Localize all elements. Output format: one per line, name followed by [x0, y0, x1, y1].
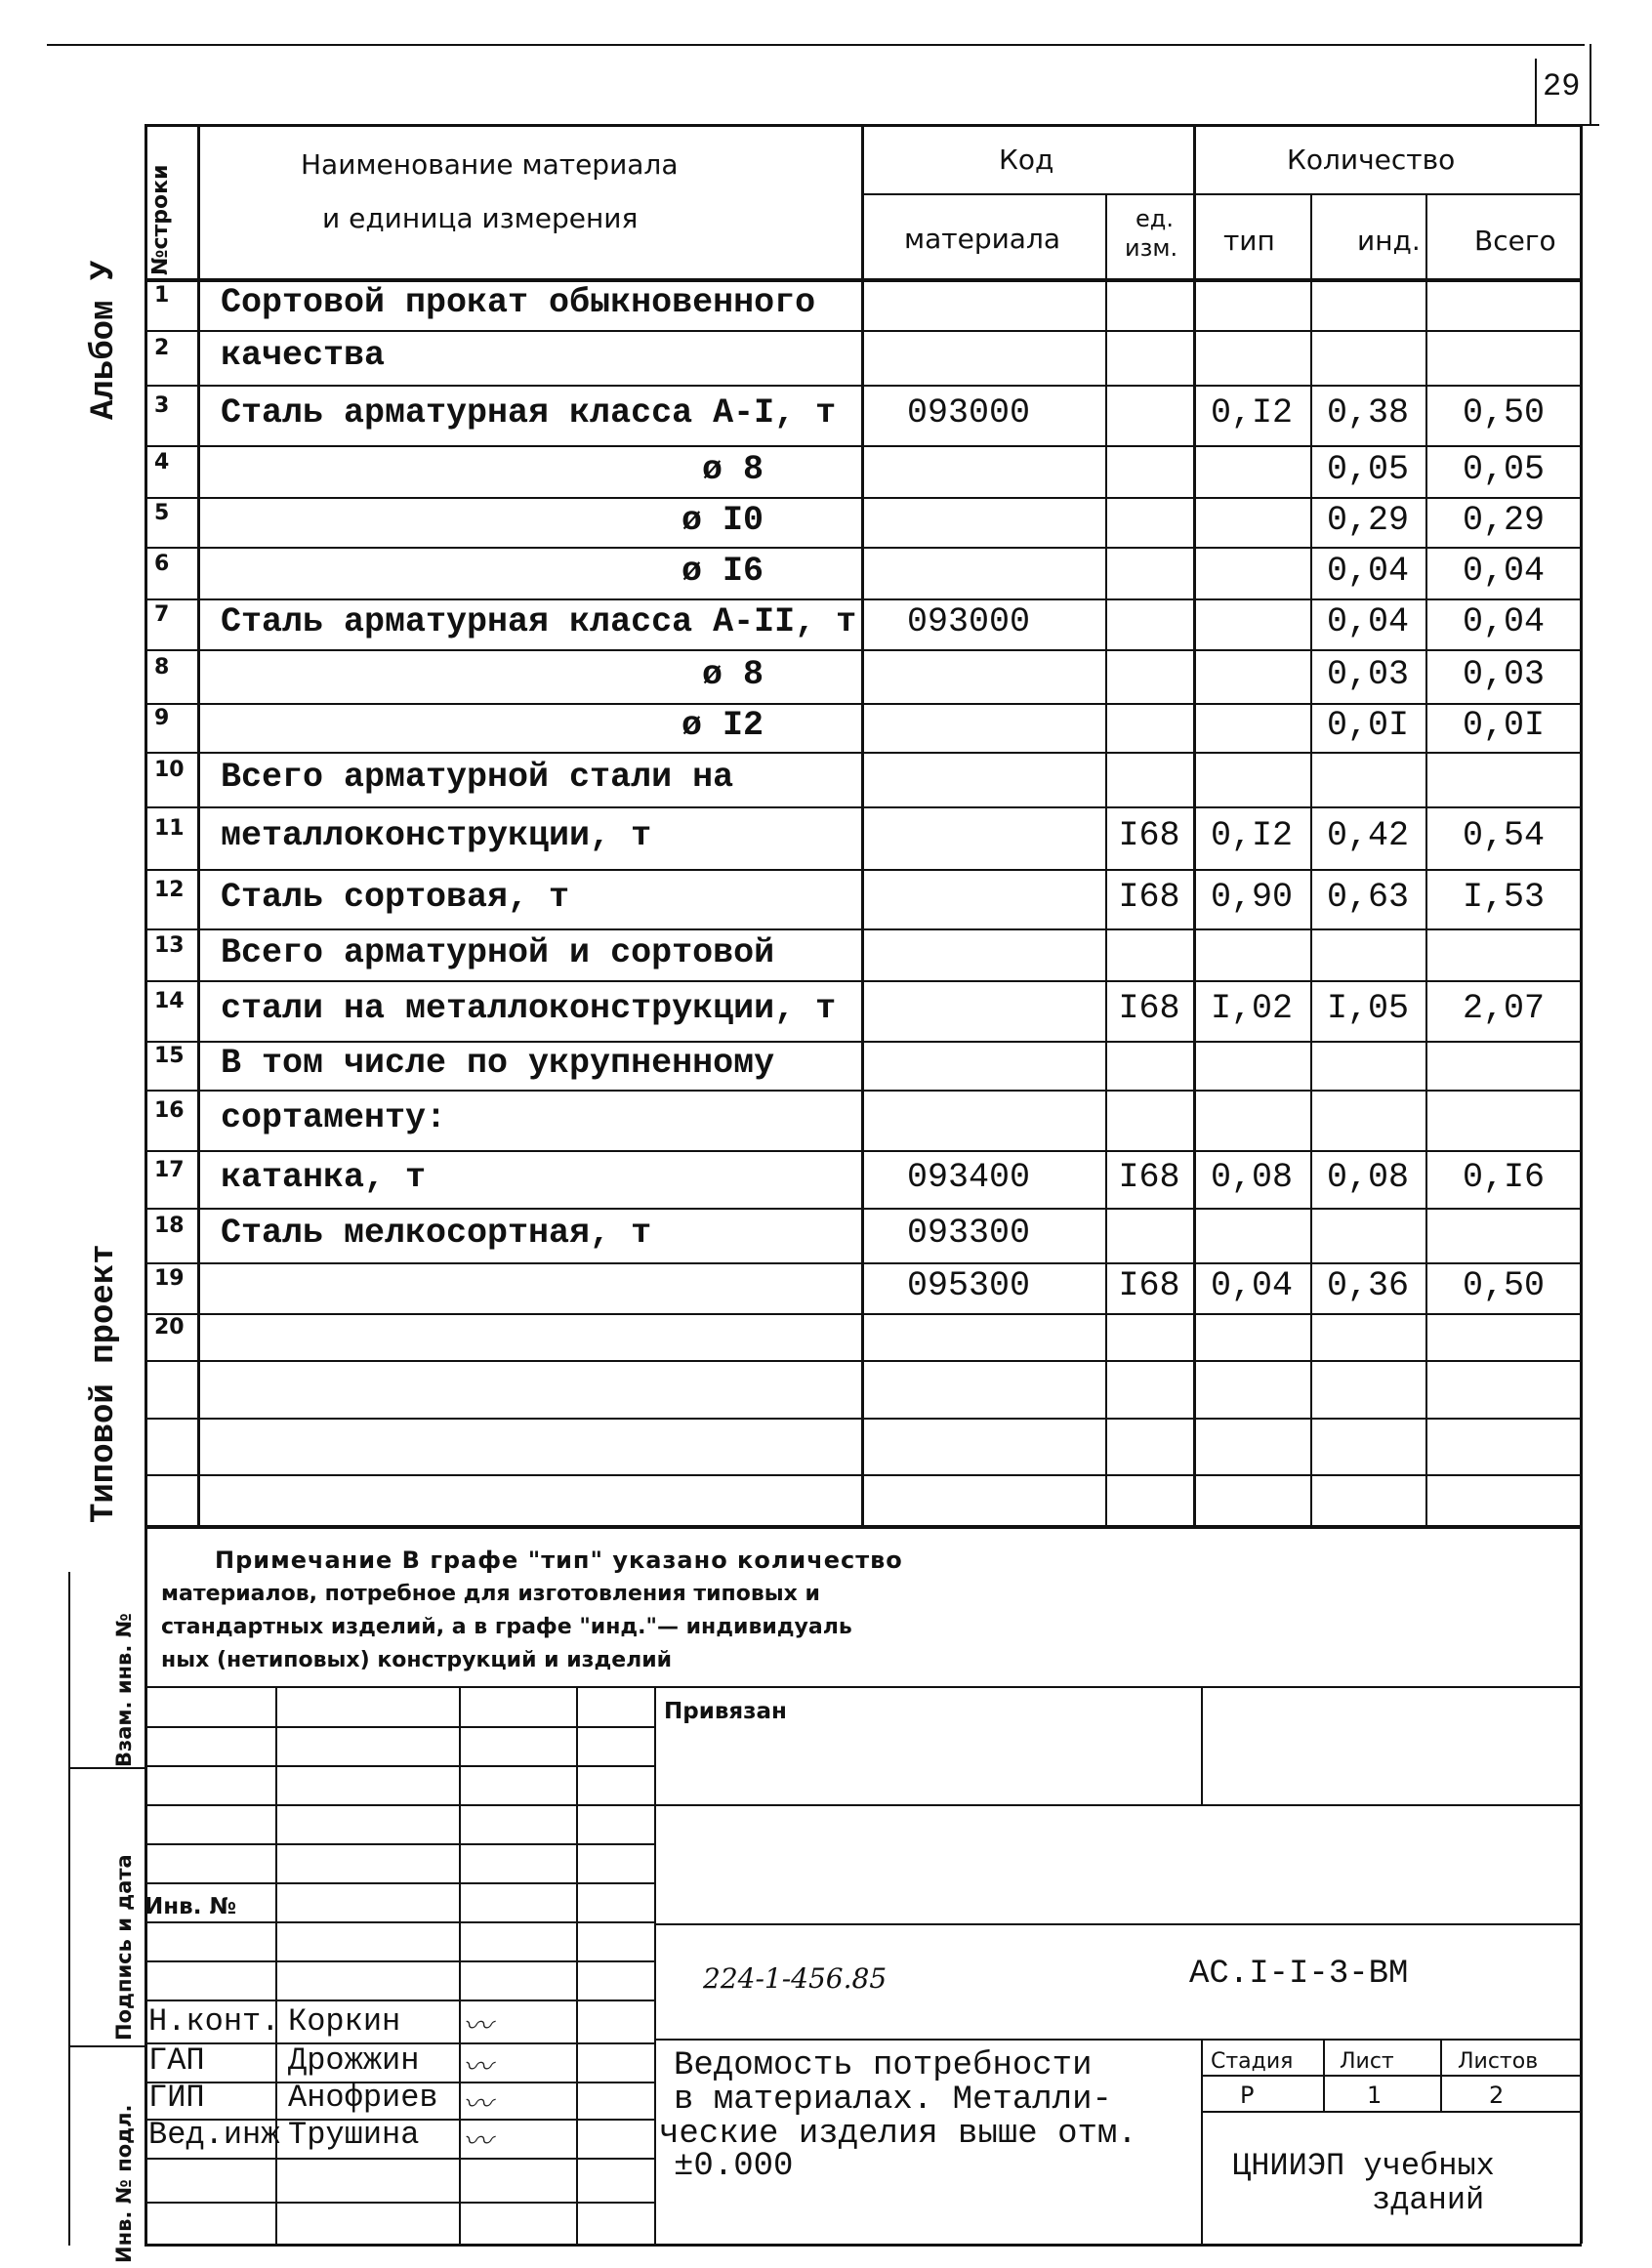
stamp-org-line2: зданий [1372, 2182, 1485, 2218]
row-name: Всего арматурной стали на [221, 758, 734, 797]
header-unit-line2: изм. [1125, 234, 1178, 262]
row-ind: 0,29 [1326, 500, 1409, 540]
binding-strip-line [68, 1572, 70, 2246]
binding-strip-sep [68, 1767, 145, 1769]
header-total: Всего [1474, 225, 1556, 257]
header-unit-line1: ед. [1136, 205, 1174, 232]
row-ind: 0,08 [1326, 1157, 1409, 1197]
row-line [145, 1262, 1582, 1264]
row-name: ø I0 [681, 500, 764, 540]
header-name-line1: Наименование материала [301, 148, 679, 181]
stamp-grid-line [654, 1804, 1582, 1806]
row-line [145, 330, 1582, 332]
row-unit: I68 [1118, 989, 1180, 1028]
stamp-grid-line [654, 2039, 1582, 2041]
row-name: стали на металлоконструкции, т [221, 989, 837, 1028]
row-code: 093000 [906, 602, 1031, 641]
inv-podl-label: Инв. № подл. [112, 2104, 136, 2263]
row-line [145, 1313, 1582, 1315]
row-code: 093300 [906, 1214, 1031, 1253]
row-name: сортаменту: [221, 1098, 447, 1137]
row-code: 093400 [906, 1157, 1031, 1197]
row-ind: I,05 [1326, 989, 1409, 1028]
row-number: 15 [154, 1044, 185, 1068]
row-number: 16 [154, 1098, 185, 1123]
row-number: 14 [154, 989, 185, 1013]
stamp-role: Н.конт. [148, 2003, 280, 2040]
row-number: 4 [154, 449, 170, 474]
row-line [145, 598, 1582, 600]
stamp-title-line2: в материалах. Металли- [674, 2082, 1112, 2119]
row-unit: I68 [1118, 1266, 1180, 1305]
row-line [145, 1474, 1582, 1476]
row-total: 0,04 [1462, 602, 1545, 641]
stamp-grid-line [1201, 2111, 1582, 2113]
row-number: 6 [154, 551, 170, 576]
row-line [145, 980, 1582, 982]
stamp-title-line1: Ведомость потребности [674, 2047, 1093, 2084]
row-typ: 0,04 [1210, 1266, 1293, 1305]
row-number: 1 [154, 282, 170, 308]
page-number-box-right [1590, 44, 1591, 126]
row-line [145, 497, 1582, 499]
stamp-grid-line [1440, 2039, 1442, 2111]
row-total: 0,05 [1462, 449, 1545, 489]
page-number: 29 [1543, 68, 1581, 104]
stamp-role: ГАП [148, 2042, 205, 2079]
row-total: 0,50 [1462, 1266, 1545, 1305]
row-line [145, 1090, 1582, 1092]
stamp-role: Вед.инж [148, 2117, 280, 2153]
signature-anofriev: 〰 [463, 2087, 492, 2122]
header-subline [861, 193, 1582, 195]
row-total: 0,03 [1462, 654, 1545, 694]
row-name: Сталь арматурная класса А-II, т [221, 602, 857, 641]
header-typ: тип [1223, 225, 1275, 257]
stamp-grid-line [654, 1923, 1582, 1925]
row-number: 9 [154, 706, 170, 730]
stamp-person-name: Дрожжин [288, 2042, 420, 2079]
row-ind: 0,03 [1326, 654, 1409, 694]
stamp-grid-line [145, 2244, 654, 2246]
note-line3: стандартных изделий, а в графе "инд."— индивидуаль [161, 1615, 852, 1639]
album-label: Альбом У [86, 260, 123, 420]
row-total: 0,50 [1462, 393, 1545, 433]
header-material: материала [904, 223, 1061, 255]
row-total: 2,07 [1462, 989, 1545, 1028]
row-typ: 0,08 [1210, 1157, 1293, 1197]
row-name: Сталь арматурная класса А-I, т [221, 393, 837, 433]
header-ind: инд. [1357, 225, 1421, 257]
row-number: 5 [154, 500, 170, 525]
row-number: 8 [154, 654, 170, 680]
row-unit: I68 [1118, 877, 1180, 917]
header-code: Код [999, 144, 1054, 176]
row-number: 12 [154, 877, 185, 902]
stamp-grid-line [1201, 1686, 1203, 1804]
binding-strip-sep [68, 2045, 145, 2047]
row-ind: 0,38 [1326, 393, 1409, 433]
row-name: Сталь мелкосортная, т [221, 1214, 652, 1253]
row-number: 7 [154, 602, 170, 627]
row-line [145, 1150, 1582, 1152]
row-name: металлоконструкции, т [221, 816, 652, 855]
row-name: В том числе по укрупненному [221, 1044, 775, 1083]
signature-korkin: 〰 [463, 2009, 492, 2043]
header-name-line2: и единица измерения [322, 202, 639, 234]
row-line [145, 1041, 1582, 1043]
row-name: Всего арматурной и сортовой [221, 932, 775, 972]
stamp-grid-line [576, 1686, 578, 2244]
note-line4: ных (нетиповых) конструкций и изделий [161, 1648, 673, 1672]
row-ind: 0,63 [1326, 877, 1409, 917]
row-name: ø 8 [701, 449, 764, 489]
row-ind: 0,05 [1326, 449, 1409, 489]
row-line [145, 1418, 1582, 1420]
signature-drozhzhin: 〰 [463, 2050, 492, 2084]
stamp-grid-line [654, 1686, 656, 2244]
note-line1: Примечание В графе "тип" указано количество [215, 1546, 903, 1574]
row-name: качества [221, 336, 386, 375]
row-number: 10 [154, 758, 185, 782]
row-total: 0,29 [1462, 500, 1545, 540]
row-code: 093000 [906, 393, 1031, 433]
stamp-title-line4: ±0.000 [674, 2148, 794, 2185]
stamp-sheets-label: Листов [1458, 2049, 1539, 2074]
row-total: 0,54 [1462, 816, 1545, 855]
project-label: Типовой проект [86, 1244, 123, 1523]
top-rule [47, 44, 1585, 46]
stamp-title-line3: ческие изделия выше отм. [659, 2116, 1137, 2153]
row-unit: I68 [1118, 1157, 1180, 1197]
page-number-box-left [1535, 59, 1537, 125]
stamp-grid-line [1201, 2075, 1582, 2077]
stamp-inv-no: Инв. № [145, 1894, 237, 1919]
stamp-role: ГИП [148, 2080, 205, 2116]
header-row-no: №строки [148, 164, 173, 275]
stamp-privyazan: Привязан [664, 1699, 787, 1724]
col-line [1105, 193, 1107, 1525]
row-total: 0,0I [1462, 706, 1545, 745]
row-line [145, 1360, 1582, 1362]
row-line [145, 703, 1582, 705]
stamp-doc-code: 224-1-456.85 [703, 1962, 888, 1995]
row-name: ø 8 [701, 654, 764, 694]
stamp-stage-label: Стадия [1211, 2049, 1294, 2074]
row-number: 19 [154, 1266, 185, 1291]
row-line [145, 752, 1582, 754]
stamp-person-name: Анофриев [288, 2080, 438, 2116]
row-unit: I68 [1118, 816, 1180, 855]
row-number: 17 [154, 1157, 185, 1182]
row-number: 11 [154, 816, 185, 841]
row-line [145, 445, 1582, 447]
stamp-sheet: 1 [1367, 2082, 1383, 2109]
row-typ: I,02 [1210, 989, 1293, 1028]
row-total: 0,I6 [1462, 1157, 1545, 1197]
row-line [145, 547, 1582, 549]
stamp-grid-line [1201, 2039, 1203, 2244]
row-line [145, 869, 1582, 871]
stamp-grid-line [459, 1686, 461, 2244]
row-number: 20 [154, 1315, 185, 1340]
row-number: 13 [154, 932, 185, 958]
row-typ: 0,90 [1210, 877, 1293, 917]
row-line [145, 806, 1582, 808]
row-line [145, 385, 1582, 387]
row-name: Сортовой прокат обыкновенного [221, 282, 816, 322]
stamp-sheets: 2 [1489, 2082, 1505, 2109]
stamp-person-name: Трушина [288, 2117, 420, 2153]
row-line [145, 928, 1582, 930]
row-name: ø I6 [681, 551, 764, 591]
row-total: 0,04 [1462, 551, 1545, 591]
stamp-person-name: Коркин [288, 2003, 401, 2040]
row-name: катанка, т [221, 1157, 427, 1197]
table-left-border [145, 124, 147, 2244]
header-quantity: Количество [1287, 144, 1456, 176]
stamp-grid-line [275, 1686, 277, 2244]
row-number: 18 [154, 1214, 185, 1238]
stamp-org-line1: ЦНИИЭП учебных [1232, 2148, 1495, 2184]
row-name: Сталь сортовая, т [221, 877, 570, 917]
row-line [145, 649, 1582, 651]
signature-trushina: 〰 [463, 2124, 492, 2159]
row-ind: 0,36 [1326, 1266, 1409, 1305]
sign-date-label: Подпись и дата [112, 1854, 136, 2041]
row-ind: 0,42 [1326, 816, 1409, 855]
row-ind: 0,04 [1326, 551, 1409, 591]
stamp-grid-line [1323, 2039, 1325, 2111]
row-ind: 0,04 [1326, 602, 1409, 641]
row-typ: 0,I2 [1210, 816, 1293, 855]
note-line2: материалов, потребное для изготовления типовых и [161, 1582, 820, 1606]
row-number: 2 [154, 336, 170, 360]
stamp-designation: АС.I-I-3-ВМ [1189, 1956, 1409, 1993]
row-code: 095300 [906, 1266, 1031, 1305]
row-number: 3 [154, 393, 170, 418]
row-total: I,53 [1462, 877, 1545, 917]
row-ind: 0,0I [1326, 706, 1409, 745]
inv-vzam-label: Взам. инв. № [112, 1613, 136, 1767]
row-typ: 0,I2 [1210, 393, 1293, 433]
row-line [145, 1525, 1582, 1529]
stamp-sheet-label: Лист [1340, 2049, 1394, 2074]
row-line [145, 1208, 1582, 1210]
stamp-stage: Р [1240, 2082, 1255, 2109]
row-name: ø I2 [681, 706, 764, 745]
